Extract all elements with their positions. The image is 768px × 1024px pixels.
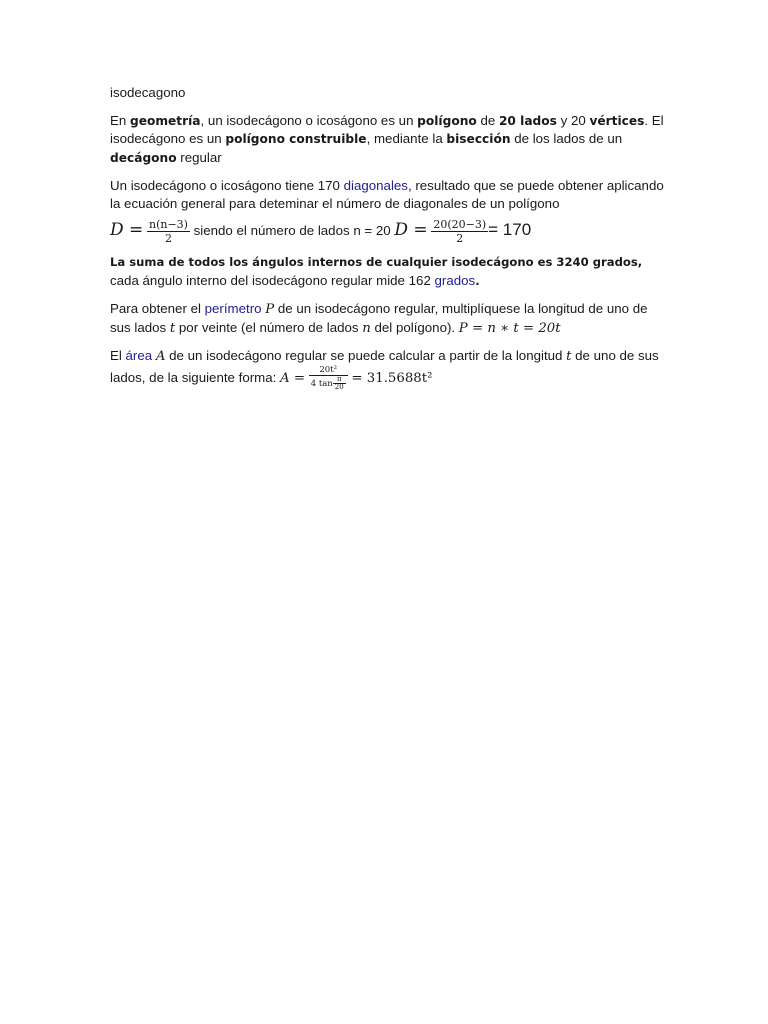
var-p: P: [265, 302, 275, 317]
text: Un isodecágono o icoságono tiene 170: [110, 178, 344, 193]
text: y 20: [556, 112, 590, 128]
text: de los lados de un: [510, 131, 623, 146]
pi-fraction: [333, 376, 346, 391]
text: . El isodecágono es un: [110, 112, 664, 146]
fraction-numerator: π: [333, 376, 346, 384]
paragraph-diagonals: [110, 177, 670, 212]
paragraph-definition: [110, 112, 670, 168]
link-area[interactable]: área: [125, 348, 153, 363]
term-construible: polígono construible: [225, 132, 367, 146]
text: En: [110, 112, 130, 128]
text: , un isodecágono o icoságono es un: [200, 112, 418, 128]
area-fraction: [309, 366, 348, 391]
var-n: n: [362, 320, 371, 336]
var-a: A: [155, 349, 166, 364]
fraction-numerator: 20t²: [309, 366, 348, 376]
fraction-denominator: [309, 376, 348, 391]
link-grados[interactable]: grados: [434, 272, 476, 288]
fraction-numerator: n(n−3): [148, 217, 188, 231]
paragraph-perimeter: [110, 300, 670, 337]
text: Para obtener el: [110, 301, 205, 316]
link-diagonales[interactable]: diagonales: [343, 178, 408, 193]
eq-lhs-2: D =: [394, 220, 428, 240]
term-biseccion: bisección: [446, 132, 511, 146]
text: de un isodecágono regular se puede calcular a partir de la longitud: [165, 348, 567, 363]
var-t: t: [169, 320, 176, 336]
term-geometria: geometría: [129, 113, 201, 128]
bold-statement: La suma de todos los ángulos internos de cualquier isodecágono es 3240 grados,: [110, 255, 643, 269]
perimeter-formula: P = n ∗ t = 20t: [458, 320, 561, 336]
fraction-numerator: 20(20−3): [433, 217, 487, 231]
fraction-denominator: 2: [456, 231, 464, 245]
area-result: = 31.5688t²: [351, 370, 433, 386]
text: El: [110, 348, 126, 363]
fraction-2: [431, 218, 488, 245]
paragraph-area: [110, 347, 670, 391]
fraction-denominator: 2: [164, 231, 172, 245]
text: por veinte (el número de lados: [175, 319, 363, 335]
term-vertices: vértices: [589, 113, 645, 128]
var-t: t: [566, 349, 572, 364]
term-lados: 20 lados: [498, 113, 557, 128]
text: cada ángulo interno del isodecágono regular mide 162: [110, 272, 435, 288]
fraction: [147, 218, 190, 245]
eq-lhs: D =: [110, 220, 144, 240]
paragraph-angles: [110, 253, 670, 290]
term-poligono: polígono: [417, 113, 477, 128]
text: , mediante la: [366, 131, 447, 146]
text: de: [476, 112, 499, 128]
text: regular: [176, 149, 222, 165]
eq-text: siendo el número de lados n = 20: [189, 223, 395, 238]
tan-text: 4 tan: [310, 378, 333, 389]
text: de un isodecágono regular, multiplíquese la longitud de uno de sus lados: [110, 301, 648, 335]
equation-diagonals: [110, 216, 670, 245]
eq-result: = 170: [488, 220, 532, 239]
document-body: [110, 84, 670, 401]
document-title: isodecagono: [110, 85, 186, 100]
text: .: [475, 273, 480, 288]
text: del polígono).: [370, 319, 459, 335]
fraction-denominator: 20: [334, 382, 344, 391]
link-perimetro[interactable]: perímetro: [204, 301, 262, 316]
text: , resultado que se puede obtener aplicando la ecuación general para deteminar el número de diagonales de un polígono: [110, 178, 664, 211]
area-lhs: A =: [280, 370, 305, 386]
term-decagono: decágono: [110, 150, 177, 165]
text: de uno de sus lados, de la siguiente forma:: [110, 348, 659, 385]
